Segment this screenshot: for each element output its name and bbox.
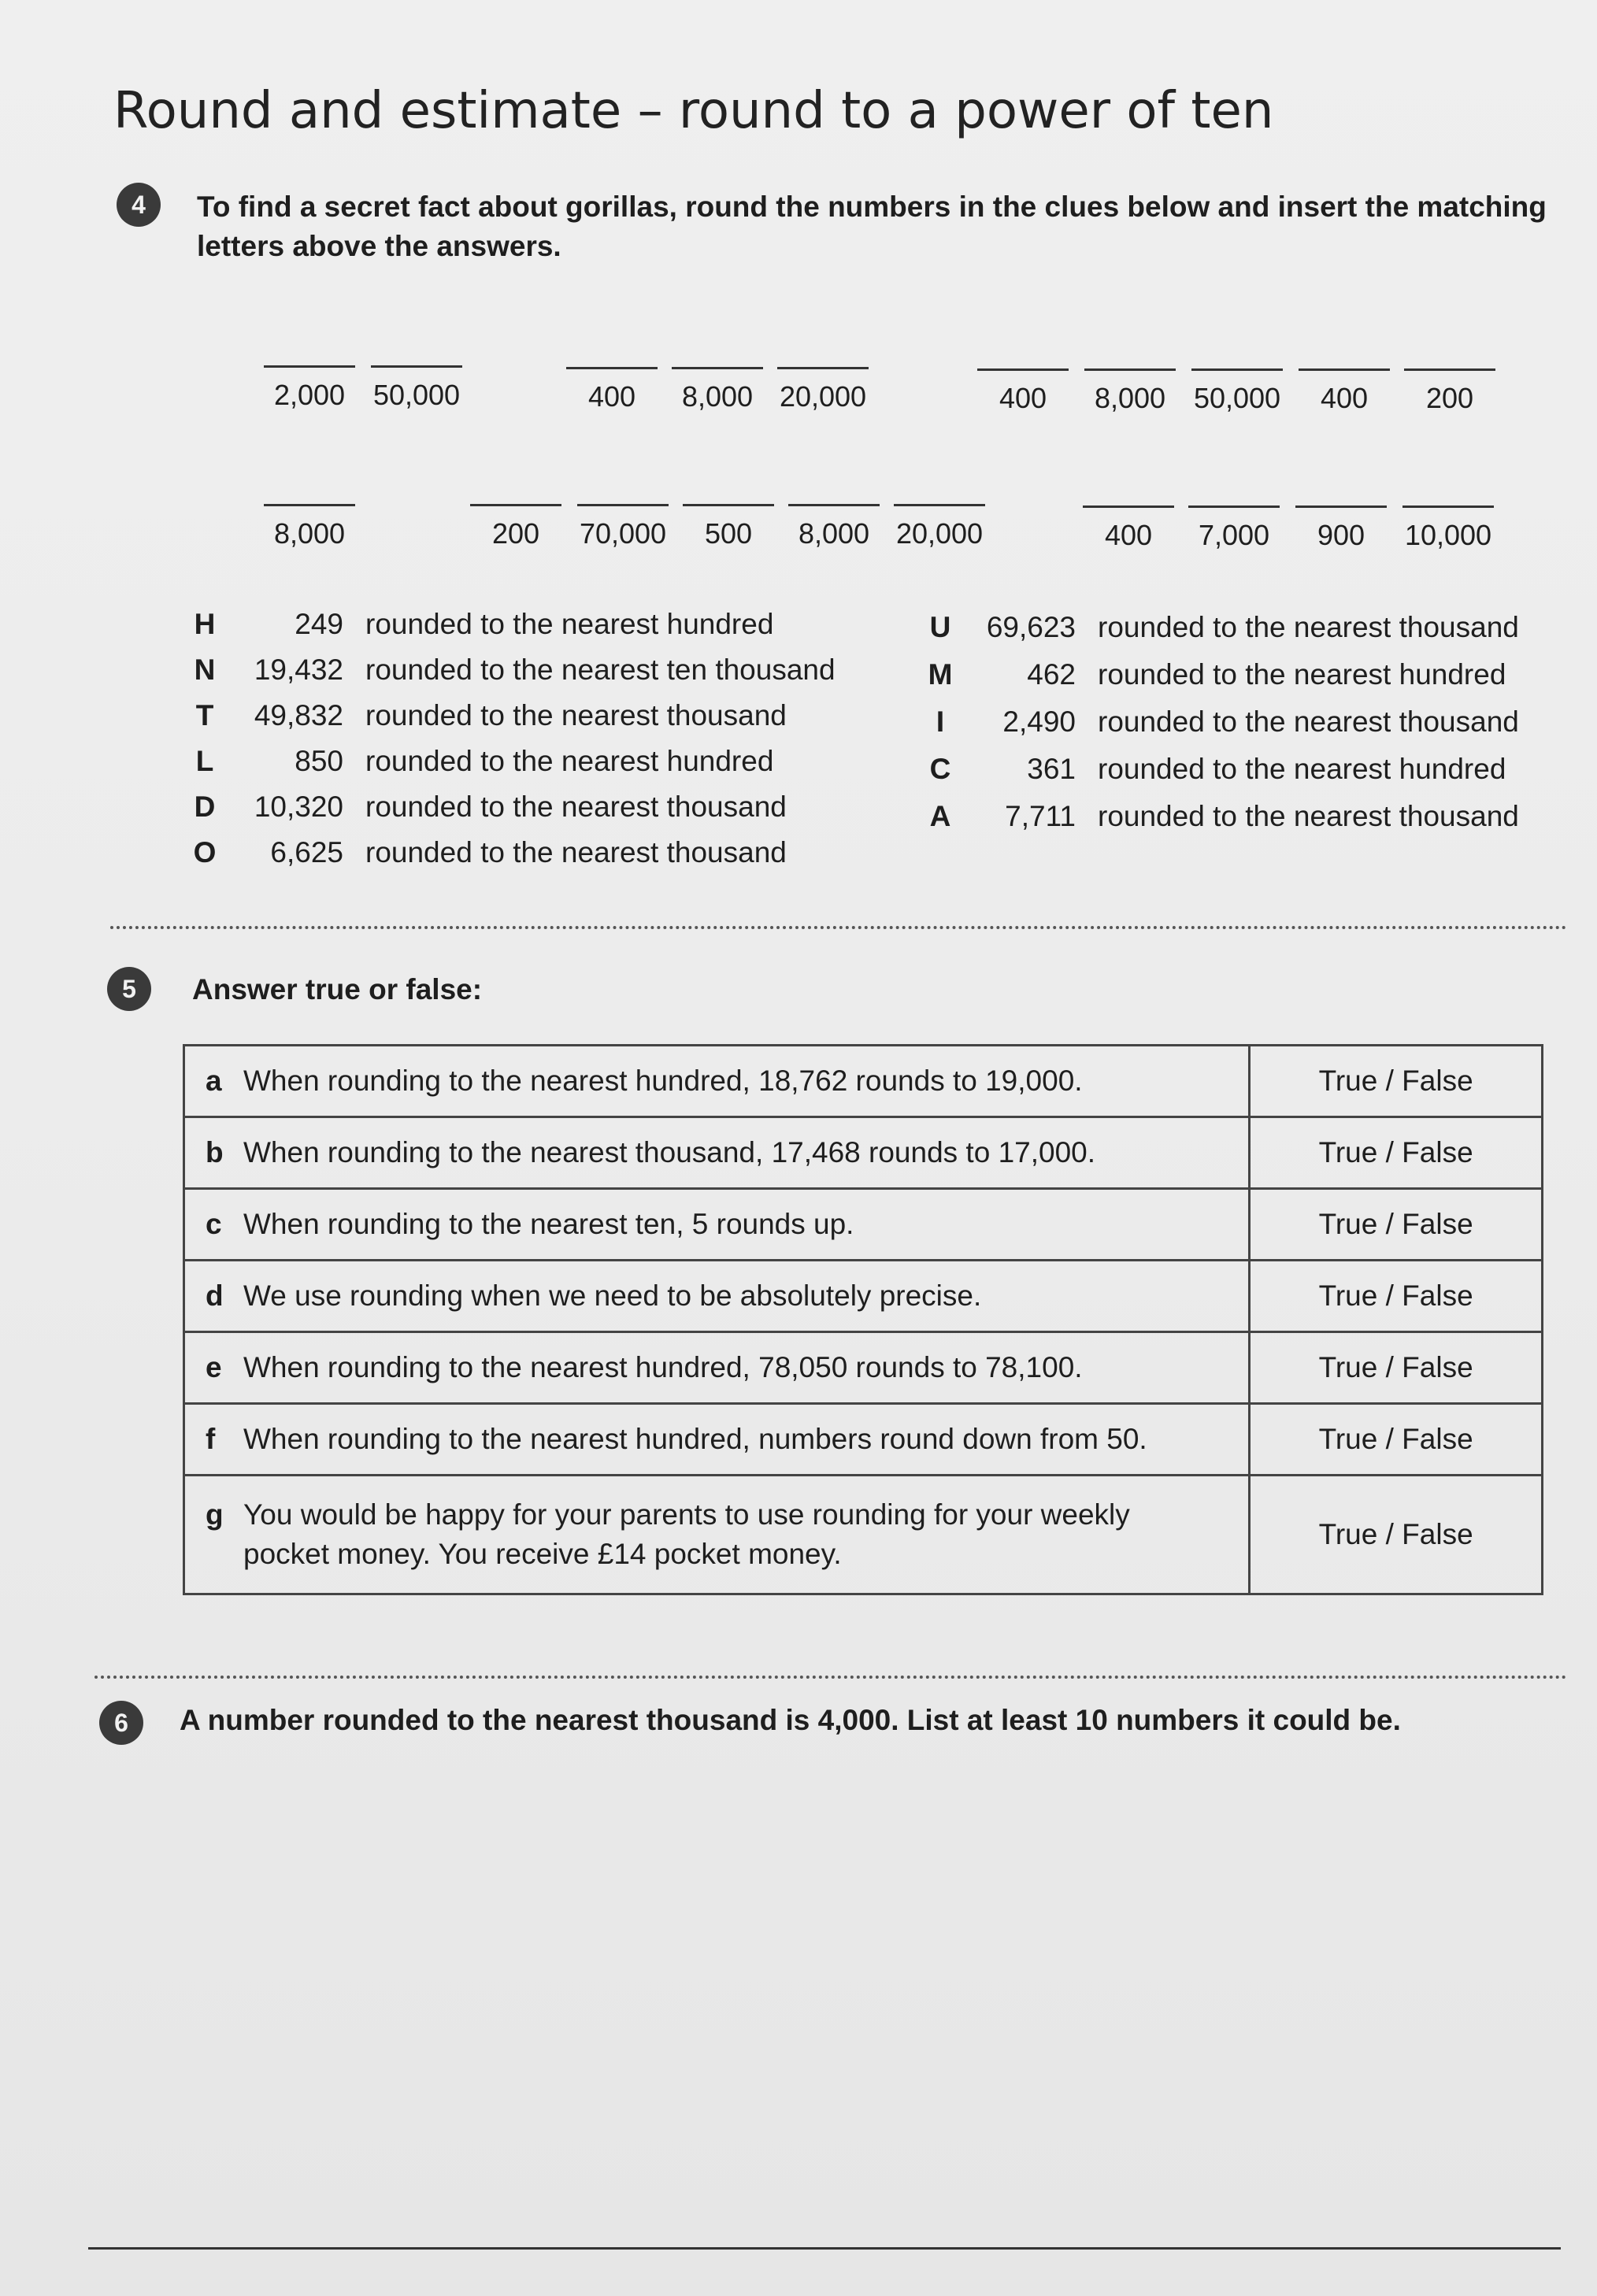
statement-text: When rounding to the nearest thousand, 17,468 rounds to 17,000. <box>243 1136 1096 1168</box>
clue-item: D 10,320 rounded to the nearest thousand <box>194 791 787 823</box>
row-letter: b <box>206 1136 224 1168</box>
section-divider <box>94 1676 1567 1679</box>
answer-slot[interactable]: 400 <box>1298 368 1391 415</box>
statement-text: When rounding to the nearest hundred, 78,050 rounds to 78,100. <box>243 1351 1083 1383</box>
question-4-text: To find a secret fact about gorillas, round the numbers in the clues below and insert the matching letters above the answers. <box>197 191 1547 262</box>
true-false-choice[interactable]: True / False <box>1250 1476 1543 1594</box>
answer-slot[interactable]: 8,000 <box>263 504 356 550</box>
clue-item: C 361 rounded to the nearest hundred <box>929 753 1506 785</box>
true-false-choice[interactable]: True / False <box>1250 1404 1543 1476</box>
answer-slot[interactable]: 50,000 <box>1191 368 1284 415</box>
row-letter: d <box>206 1279 224 1312</box>
true-false-choice[interactable]: True / False <box>1250 1189 1543 1261</box>
clue-item: A 7,711 rounded to the nearest thousand <box>929 800 1519 832</box>
true-false-choice[interactable]: True / False <box>1250 1117 1543 1189</box>
answer-slot[interactable]: 8,000 <box>787 504 880 550</box>
table-row <box>184 1189 1543 1261</box>
question-5-text: Answer true or false: <box>192 973 483 1005</box>
answer-slot[interactable]: 400 <box>1082 505 1175 552</box>
true-false-choice[interactable]: True / False <box>1250 1046 1543 1117</box>
answer-slot[interactable]: 20,000 <box>776 367 869 413</box>
statement-text: When rounding to the nearest hundred, numbers round down from 50. <box>243 1423 1147 1455</box>
statement-text: When rounding to the nearest hundred, 18,762 rounds to 19,000. <box>243 1065 1083 1097</box>
clue-item: H 249 rounded to the nearest hundred <box>194 608 774 640</box>
row-letter: c <box>206 1208 222 1240</box>
clue-item: I 2,490 rounded to the nearest thousand <box>936 705 1519 738</box>
table-row <box>184 1117 1543 1189</box>
answer-slot[interactable]: 8,000 <box>671 367 764 413</box>
row-letter: a <box>206 1065 222 1097</box>
answer-slot[interactable]: 2,000 <box>263 365 356 412</box>
answer-slot[interactable]: 10,000 <box>1402 505 1495 552</box>
answer-slot[interactable]: 50,000 <box>370 365 463 412</box>
table-row <box>184 1332 1543 1404</box>
answer-slot[interactable]: 200 <box>469 504 562 550</box>
answer-area[interactable] <box>180 1764 1550 2205</box>
clue-item: N 19,432 rounded to the nearest ten thousand <box>194 654 836 686</box>
table-row <box>184 1476 1543 1594</box>
bottom-rule <box>88 2247 1561 2250</box>
answer-slot[interactable]: 70,000 <box>576 504 669 550</box>
question-6-badge: 6 <box>99 1701 143 1745</box>
question-5-badge: 5 <box>107 967 151 1011</box>
clue-item: T 49,832 rounded to the nearest thousand <box>195 699 787 731</box>
true-false-choice[interactable]: True / False <box>1250 1332 1543 1404</box>
row-letter: e <box>206 1351 222 1383</box>
clue-item: L 850 rounded to the nearest hundred <box>195 745 774 777</box>
true-false-table <box>183 1044 1543 1595</box>
question-6-text: A number rounded to the nearest thousand is 4,000. List at least 10 numbers it could be. <box>180 1704 1401 1736</box>
answer-slot[interactable]: 500 <box>682 504 775 550</box>
answer-slot[interactable]: 400 <box>565 367 658 413</box>
statement-text: We use rounding when we need to be absolutely precise. <box>243 1279 982 1312</box>
question-4-badge: 4 <box>117 183 161 227</box>
table-row <box>184 1046 1543 1117</box>
page-title: Round and estimate – round to a power of ten <box>113 82 1274 140</box>
clue-item: U 69,623 rounded to the nearest thousand <box>929 611 1519 643</box>
answer-slot[interactable]: 400 <box>976 368 1069 415</box>
statement-text: When rounding to the nearest ten, 5 rounds up. <box>243 1208 854 1240</box>
table-row <box>184 1404 1543 1476</box>
answer-slot[interactable]: 900 <box>1295 505 1388 552</box>
answer-slot[interactable]: 20,000 <box>893 504 986 550</box>
table-row <box>184 1261 1543 1332</box>
answer-slot[interactable]: 200 <box>1403 368 1496 415</box>
statement-text: You would be happy for your parents to use rounding for your weekly pocket money. You receive £14 pocket money. <box>243 1498 1130 1570</box>
row-letter: g <box>206 1498 224 1531</box>
true-false-choice[interactable]: True / False <box>1250 1261 1543 1332</box>
answer-slot[interactable]: 7,000 <box>1188 505 1280 552</box>
section-divider <box>110 926 1567 929</box>
clue-item: O 6,625 rounded to the nearest thousand <box>193 836 787 868</box>
clue-item: M 462 rounded to the nearest hundred <box>928 658 1506 691</box>
row-letter: f <box>206 1423 216 1455</box>
answer-slot[interactable]: 8,000 <box>1084 368 1176 415</box>
